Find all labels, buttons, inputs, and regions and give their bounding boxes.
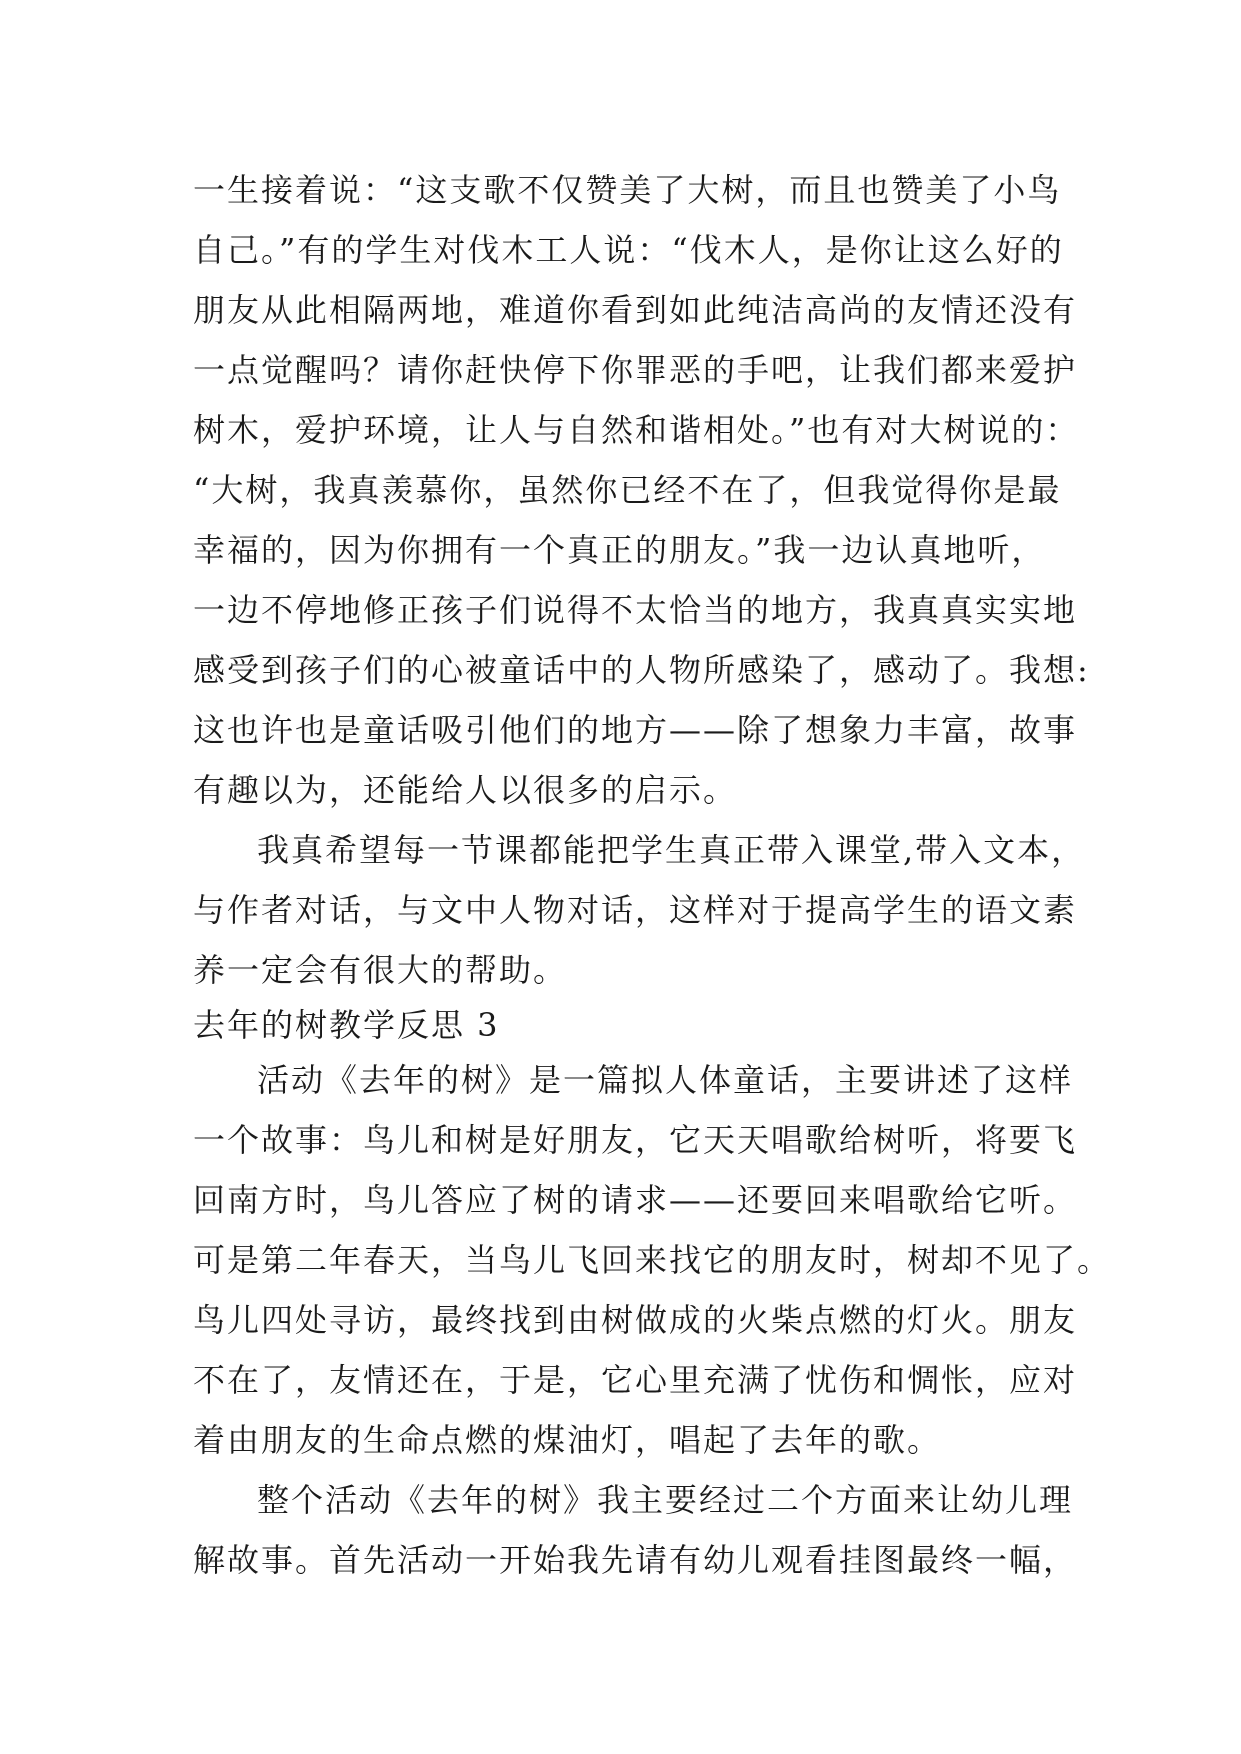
text-line: 一个故事：鸟儿和树是好朋友，它天天唱歌给树听，将要飞: [193, 1121, 1078, 1159]
text-line: 一生接着说：“这支歌不仅赞美了大树，而且也赞美了小鸟: [193, 171, 1062, 209]
text-line: 一点觉醒吗？请你赶快停下你罪恶的手吧，让我们都来爱护: [193, 351, 1078, 389]
paragraph-first-line: 活动《去年的树》是一篇拟人体童话，主要讲述了这样: [257, 1061, 1074, 1099]
text-line: 解故事。首先活动一开始我先请有幼儿观看挂图最终一幅，: [193, 1541, 1078, 1579]
text-line: 可是第二年春天，当鸟儿飞回来找它的朋友时，树却不见了。: [193, 1241, 1112, 1279]
text-line: 着由朋友的生命点燃的煤油灯，唱起了去年的歌。: [193, 1421, 942, 1459]
text-line: 不在了，友情还在，于是，它心里充满了忧伤和惆怅，应对: [193, 1361, 1078, 1399]
text-line: 树木，爱护环境，让人与自然和谐相处。”也有对大树说的：: [193, 411, 1080, 449]
text-line: 与作者对话，与文中人物对话，这样对于提高学生的语文素: [193, 891, 1078, 929]
paragraph-first-line: 我真希望每一节课都能把学生真正带入课堂,带入文本，: [257, 831, 1086, 869]
text-line: 幸福的，因为你拥有一个真正的朋友。”我一边认真地听，: [193, 531, 1046, 569]
text-line: 一边不停地修正孩子们说得不太恰当的地方，我真真实实地: [193, 591, 1078, 629]
paragraph-first-line: 整个活动《去年的树》我主要经过二个方面来让幼儿理: [257, 1481, 1074, 1519]
text-line: “大树，我真羡慕你，虽然你已经不在了，但我觉得你是最: [193, 471, 1062, 509]
text-line: 有趣以为，还能给人以很多的启示。: [193, 771, 738, 809]
section-heading: 去年的树教学反思 3: [193, 1006, 500, 1044]
text-line: 朋友从此相隔两地，难道你看到如此纯洁高尚的友情还没有: [193, 291, 1078, 329]
text-line: 这也许也是童话吸引他们的地方——除了想象力丰富，故事: [193, 711, 1078, 749]
text-line: 回南方时，鸟儿答应了树的请求——还要回来唱歌给它听。: [193, 1181, 1078, 1219]
text-line: 养一定会有很大的帮助。: [193, 951, 568, 989]
text-line: 自己。”有的学生对伐木工人说：“伐木人，是你让这么好的: [193, 231, 1064, 269]
text-line: 鸟儿四处寻访，最终找到由树做成的火柴点燃的灯火。朋友: [193, 1301, 1078, 1339]
text-line: 感受到孩子们的心被童话中的人物所感染了，感动了。我想:: [193, 651, 1090, 689]
